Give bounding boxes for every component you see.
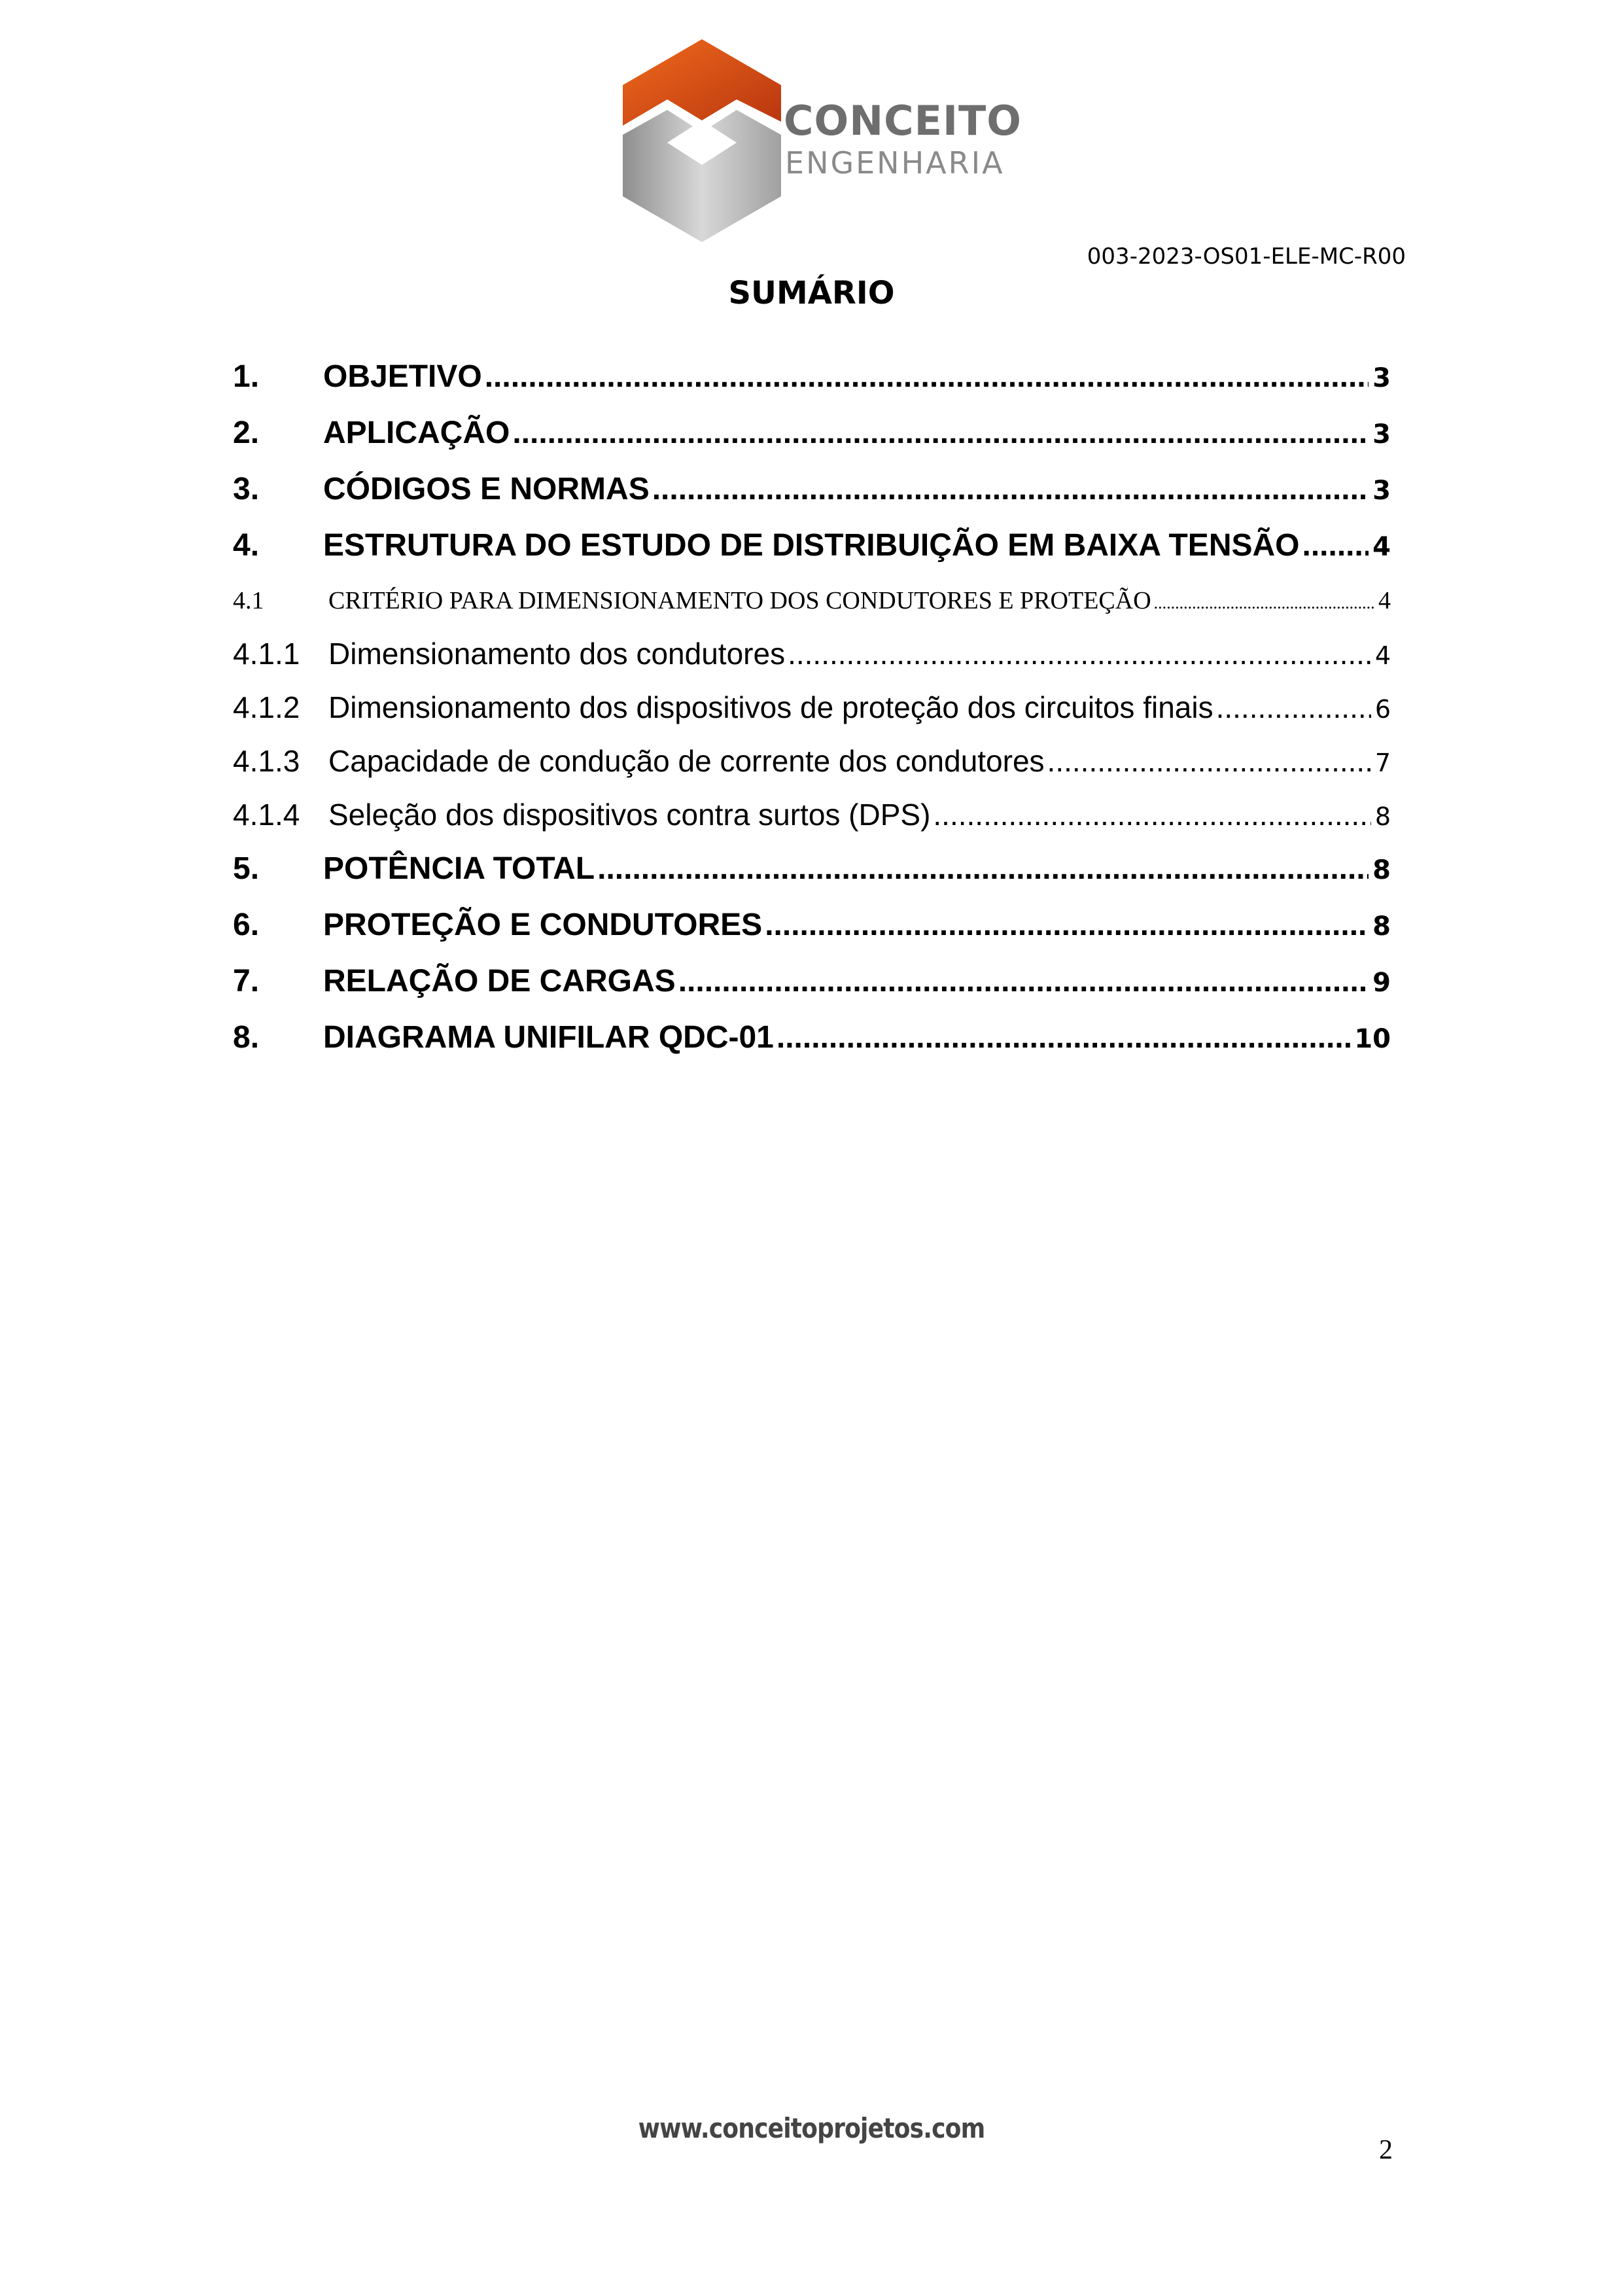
toc-label: RELAÇÃO DE CARGAS <box>323 964 676 998</box>
document-code: 003-2023-OS01-ELE-MC-R00 <box>1087 243 1406 270</box>
toc-page: 8 <box>1372 855 1391 885</box>
toc-page: 10 <box>1354 1024 1391 1054</box>
toc-label: DIAGRAMA UNIFILAR QDC-01 <box>323 1020 774 1055</box>
page-number: 2 <box>1379 2135 1393 2165</box>
toc-label: Dimensionamento dos condutores <box>328 637 786 671</box>
toc-entry-objetivo[interactable] <box>233 359 1391 415</box>
toc-page: 8 <box>1372 911 1391 942</box>
toc-number: 3. <box>233 472 260 506</box>
toc-entry-codigos-normas[interactable] <box>233 471 1391 527</box>
toc-page: 4 <box>1372 532 1391 562</box>
toc-number: 4.1.2 <box>233 690 300 724</box>
company-logo <box>620 37 1026 245</box>
toc-label: Seleção dos dispositivos contra surtos (DPS) <box>328 798 931 832</box>
toc-page: 9 <box>1372 968 1391 998</box>
toc-label: OBJETIVO <box>323 359 482 394</box>
toc-label: PROTEÇÃO E CONDUTORES <box>323 908 763 942</box>
toc-leader <box>933 797 1370 832</box>
toc-number: 2. <box>233 415 260 450</box>
toc-page: 6 <box>1374 695 1391 724</box>
toc-number: 1. <box>233 359 260 394</box>
toc-number: 5. <box>233 851 260 886</box>
toc-entry-relacao-cargas[interactable] <box>233 963 1391 1019</box>
toc-entry-dim-protecao[interactable] <box>233 690 1391 743</box>
toc-leader <box>597 851 1369 887</box>
toc-label: Dimensionamento dos dispositivos de proteção dos circuitos finais <box>328 690 1213 724</box>
toc-page: 8 <box>1374 802 1391 831</box>
toc-number: 4.1.1 <box>233 637 300 671</box>
toc-number: 4.1.4 <box>233 798 300 832</box>
toc-label: CÓDIGOS E NORMAS <box>323 472 650 506</box>
toc-entry-criterio[interactable] <box>233 584 1391 636</box>
toc-number: 7. <box>233 964 260 998</box>
page-title: SUMÁRIO <box>728 275 895 311</box>
table-of-contents <box>233 359 1391 1076</box>
toc-entry-diagrama-unifilar[interactable] <box>233 1019 1391 1076</box>
toc-page: 7 <box>1374 749 1391 777</box>
toc-leader <box>1302 527 1369 563</box>
toc-entry-potencia-total[interactable] <box>233 851 1391 907</box>
toc-entry-aplicacao[interactable] <box>233 415 1391 471</box>
toc-leader <box>777 1019 1350 1055</box>
toc-leader <box>485 359 1369 395</box>
toc-label: CRITÉRIO PARA DIMENSIONAMENTO DOS CONDUTORES E PROTEÇÃO <box>328 587 1151 614</box>
toc-leader <box>1154 593 1374 613</box>
toc-label: ESTRUTURA DO ESTUDO DE DISTRIBUIÇÃO EM BAIXA TENSÃO <box>323 528 1300 563</box>
toc-entry-dps[interactable] <box>233 797 1391 851</box>
toc-page: 3 <box>1372 419 1391 450</box>
toc-page: 4 <box>1378 587 1391 614</box>
toc-leader <box>1216 690 1371 725</box>
toc-page: 4 <box>1374 641 1391 670</box>
toc-entry-capacidade[interactable] <box>233 743 1391 797</box>
toc-leader <box>652 471 1369 507</box>
toc-number: 4. <box>233 528 260 563</box>
toc-leader <box>1047 743 1371 779</box>
toc-page: 3 <box>1372 476 1391 506</box>
toc-leader <box>512 415 1369 451</box>
logo-hexagon-icon <box>620 37 784 245</box>
logo-text-secondary: ENGENHARIA <box>785 145 1005 181</box>
toc-number: 6. <box>233 908 260 942</box>
toc-entry-estrutura[interactable] <box>233 527 1391 584</box>
toc-page: 3 <box>1372 363 1391 393</box>
toc-number: 8. <box>233 1020 260 1055</box>
toc-leader <box>678 963 1369 999</box>
toc-number: 4.1 <box>233 587 264 614</box>
toc-label: POTÊNCIA TOTAL <box>323 851 595 886</box>
toc-label: APLICAÇÃO <box>323 415 510 450</box>
toc-leader <box>788 636 1371 671</box>
footer-website-link[interactable]: www.conceitoprojetos.com <box>638 2112 985 2144</box>
logo-text-primary: CONCEITO <box>784 97 1022 145</box>
toc-label: Capacidade de condução de corrente dos condutores <box>328 744 1045 778</box>
toc-entry-protecao-condutores[interactable] <box>233 907 1391 963</box>
toc-entry-dim-condutores[interactable] <box>233 636 1391 690</box>
toc-number: 4.1.3 <box>233 744 300 778</box>
toc-leader <box>765 907 1369 943</box>
